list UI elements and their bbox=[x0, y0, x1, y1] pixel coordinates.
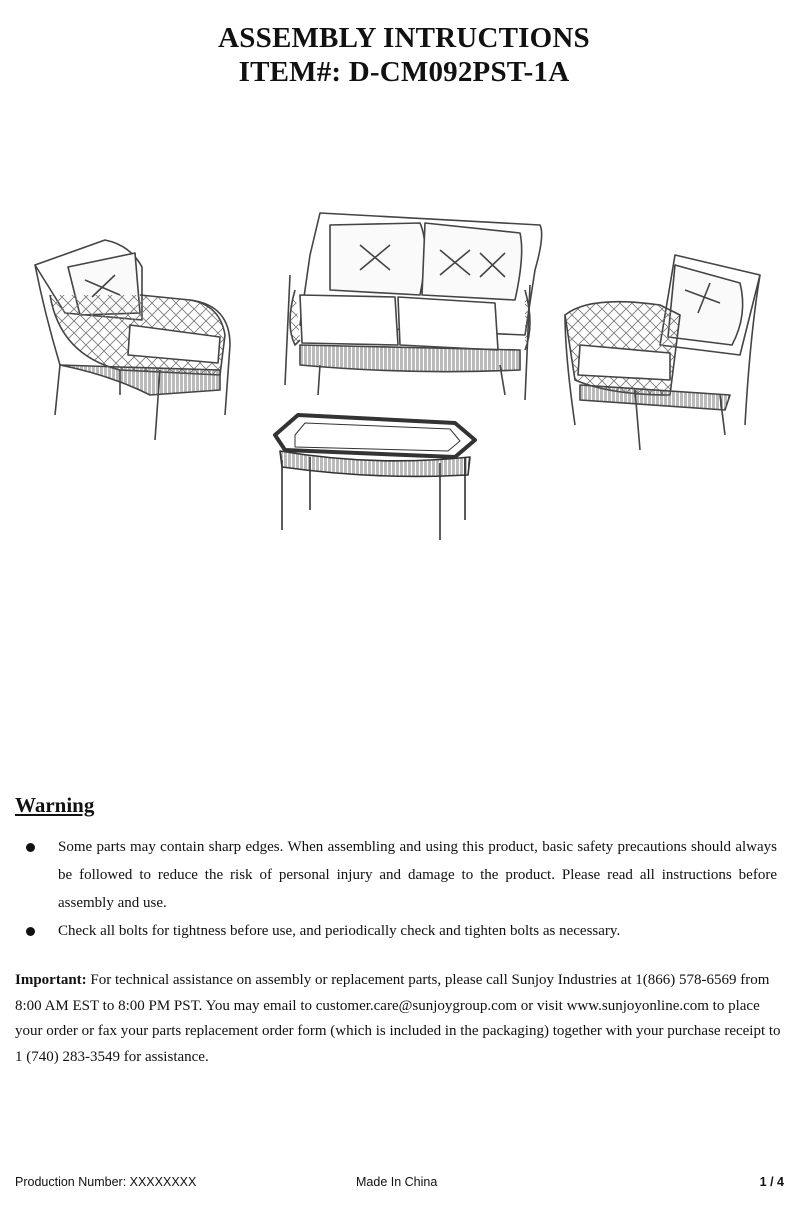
page-number: 1 / 4 bbox=[759, 1175, 784, 1189]
right-armchair bbox=[565, 255, 760, 450]
document-title: ASSEMBLY INTRUCTIONS bbox=[218, 22, 590, 54]
production-number: Production Number: XXXXXXXX bbox=[15, 1175, 197, 1189]
coffee-table bbox=[275, 415, 475, 540]
warning-bullet bbox=[15, 833, 777, 917]
warning-text: Some parts may contain sharp edges. When assembling and using this product, basic safety precautions should always be followed to reduce the risk of personal injury and damage to the product. Please read all instructions before assembly and use. bbox=[58, 839, 777, 911]
loveseat bbox=[285, 213, 542, 400]
left-armchair bbox=[35, 240, 230, 440]
item-number: ITEM#: D-CM092PST-1A bbox=[238, 56, 570, 88]
warning-bullet bbox=[15, 917, 777, 945]
bullet-dot-icon bbox=[26, 843, 35, 852]
warning-text: Check all bolts for tightness before use, and periodically check and tighten bolts as necessary. bbox=[58, 923, 621, 939]
country-of-origin: Made In China bbox=[356, 1175, 438, 1189]
important-text: For technical assistance on assembly or replacement parts, please call Sunjoy Industries at 1(866) 578-6569 from 8:00 AM EST to 8:00 PM PST. You may email to customer.care@sunjoygroup.com or visit www.sunjoyonline.com to place your order or fax your parts replacement order form (which is included in the packaging) together with your purchase receipt to 1 (740) 283-3549 for assistance. bbox=[15, 972, 781, 1065]
warning-heading: Warning bbox=[15, 793, 95, 817]
bullet-dot-icon bbox=[26, 927, 35, 936]
patio-furniture-set-illustration bbox=[20, 195, 790, 555]
important-label: Important: bbox=[15, 972, 87, 988]
warning-list bbox=[15, 833, 777, 945]
important-note bbox=[15, 968, 785, 1070]
